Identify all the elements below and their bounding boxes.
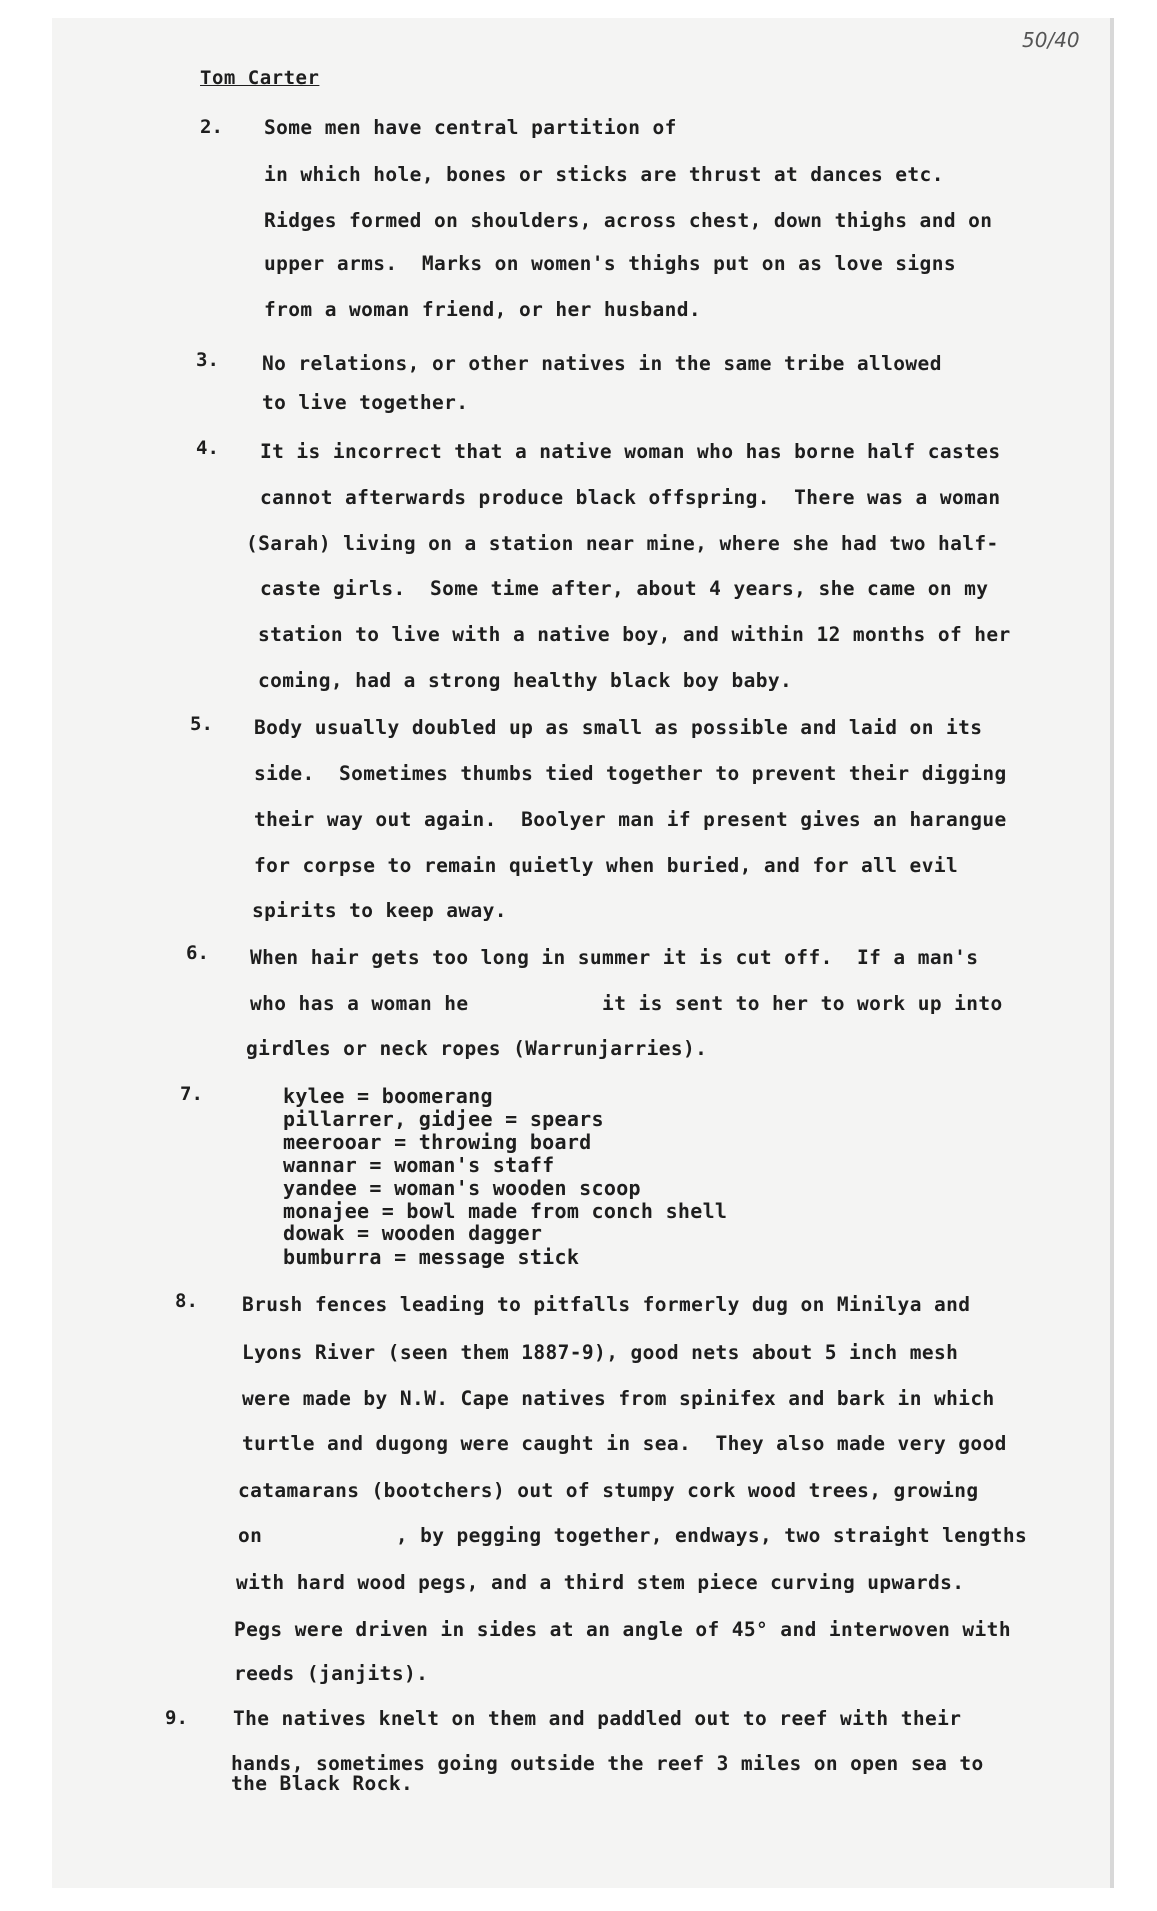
text-line: Ridges formed on shoulders, across chest, down thighs and on xyxy=(264,209,993,232)
text-line: reeds (janjits). xyxy=(234,1662,429,1685)
text-line: were made by N.W. Cape natives from spinifex and bark in which xyxy=(242,1387,995,1410)
glossary-entry: meerooar = throwing board xyxy=(283,1130,592,1154)
text-line: When hair gets too long in summer it is cut off. If a man's xyxy=(250,946,979,969)
text-line: Lyons River (seen them 1887-9), good nets about 5 inch mesh xyxy=(242,1341,959,1364)
text-line: in which hole, bones or sticks are thrust at dances etc. xyxy=(264,163,944,186)
text-line: catamarans (bootchers) out of stumpy cork wood trees, growing xyxy=(238,1479,979,1502)
text-line: on , by pegging together, endways, two straight lengths xyxy=(238,1524,1028,1547)
item-number: 8. xyxy=(175,1290,198,1312)
text-line: who has a woman he it is sent to her to work up into xyxy=(250,992,1003,1015)
text-line: station to live with a native boy, and within 12 months of her xyxy=(258,623,1011,646)
text-line: to live together. xyxy=(262,391,469,414)
page-number: 50/40 xyxy=(1022,28,1080,52)
text-line: Brush fences leading to pitfalls formerly dug on Minilya and xyxy=(242,1293,971,1316)
text-line: Body usually doubled up as small as possible and laid on its xyxy=(254,716,983,739)
text-line: Some men have central partition of xyxy=(264,116,677,139)
glossary-entry: pillarrer, gidjee = spears xyxy=(283,1107,604,1131)
page-edge-shadow xyxy=(1110,18,1114,1888)
text-line: turtle and dugong were caught in sea. They also made very good xyxy=(242,1432,1007,1455)
item-number: 6. xyxy=(186,942,209,964)
glossary-entry: bumburra = message stick xyxy=(283,1245,580,1269)
text-line: caste girls. Some time after, about 4 years, she came on my xyxy=(260,577,989,600)
text-line: from a woman friend, or her husband. xyxy=(264,298,702,321)
item-number: 4. xyxy=(196,437,219,459)
text-line: girdles or neck ropes (Warrunjarries). xyxy=(246,1037,708,1060)
text-line: cannot afterwards produce black offspring. There was a woman xyxy=(260,486,1001,509)
text-line: coming, had a strong healthy black boy baby. xyxy=(258,669,793,692)
text-line: the Black Rock. xyxy=(231,1772,414,1795)
item-number: 9. xyxy=(165,1707,188,1729)
text-line: hands, sometimes going outside the reef 3 miles on open sea to xyxy=(231,1752,984,1775)
glossary-entry: wannar = woman's staff xyxy=(283,1153,555,1177)
item-number: 2. xyxy=(200,116,223,138)
text-line: for corpse to remain quietly when buried, and for all evil xyxy=(254,854,959,877)
item-number: 5. xyxy=(190,713,213,735)
text-line: spirits to keep away. xyxy=(252,899,507,922)
text-line: The natives knelt on them and paddled out to reef with their xyxy=(233,1707,962,1730)
glossary-entry: kylee = boomerang xyxy=(283,1084,493,1108)
text-line: It is incorrect that a native woman who has borne half castes xyxy=(260,440,1001,463)
text-line: with hard wood pegs, and a third stem piece curving upwards. xyxy=(236,1571,965,1594)
text-line: No relations, or other natives in the same tribe allowed xyxy=(262,352,942,375)
text-line: upper arms. Marks on women's thighs put on as love signs xyxy=(264,252,956,275)
text-line: (Sarah) living on a station near mine, where she had two half- xyxy=(246,532,999,555)
page-title: Tom Carter xyxy=(200,67,320,89)
glossary-entry: yandee = woman's wooden scoop xyxy=(283,1176,641,1200)
item-number: 7. xyxy=(180,1083,203,1105)
text-line: their way out again. Boolyer man if present gives an harangue xyxy=(254,808,1007,831)
text-line: Pegs were driven in sides at an angle of 45° and interwoven with xyxy=(234,1618,1011,1641)
glossary-entry: monajee = bowl made from conch shell xyxy=(283,1199,728,1223)
item-number: 3. xyxy=(196,349,219,371)
text-line: side. Sometimes thumbs tied together to prevent their digging xyxy=(254,762,1007,785)
glossary-entry: dowak = wooden dagger xyxy=(283,1221,543,1245)
